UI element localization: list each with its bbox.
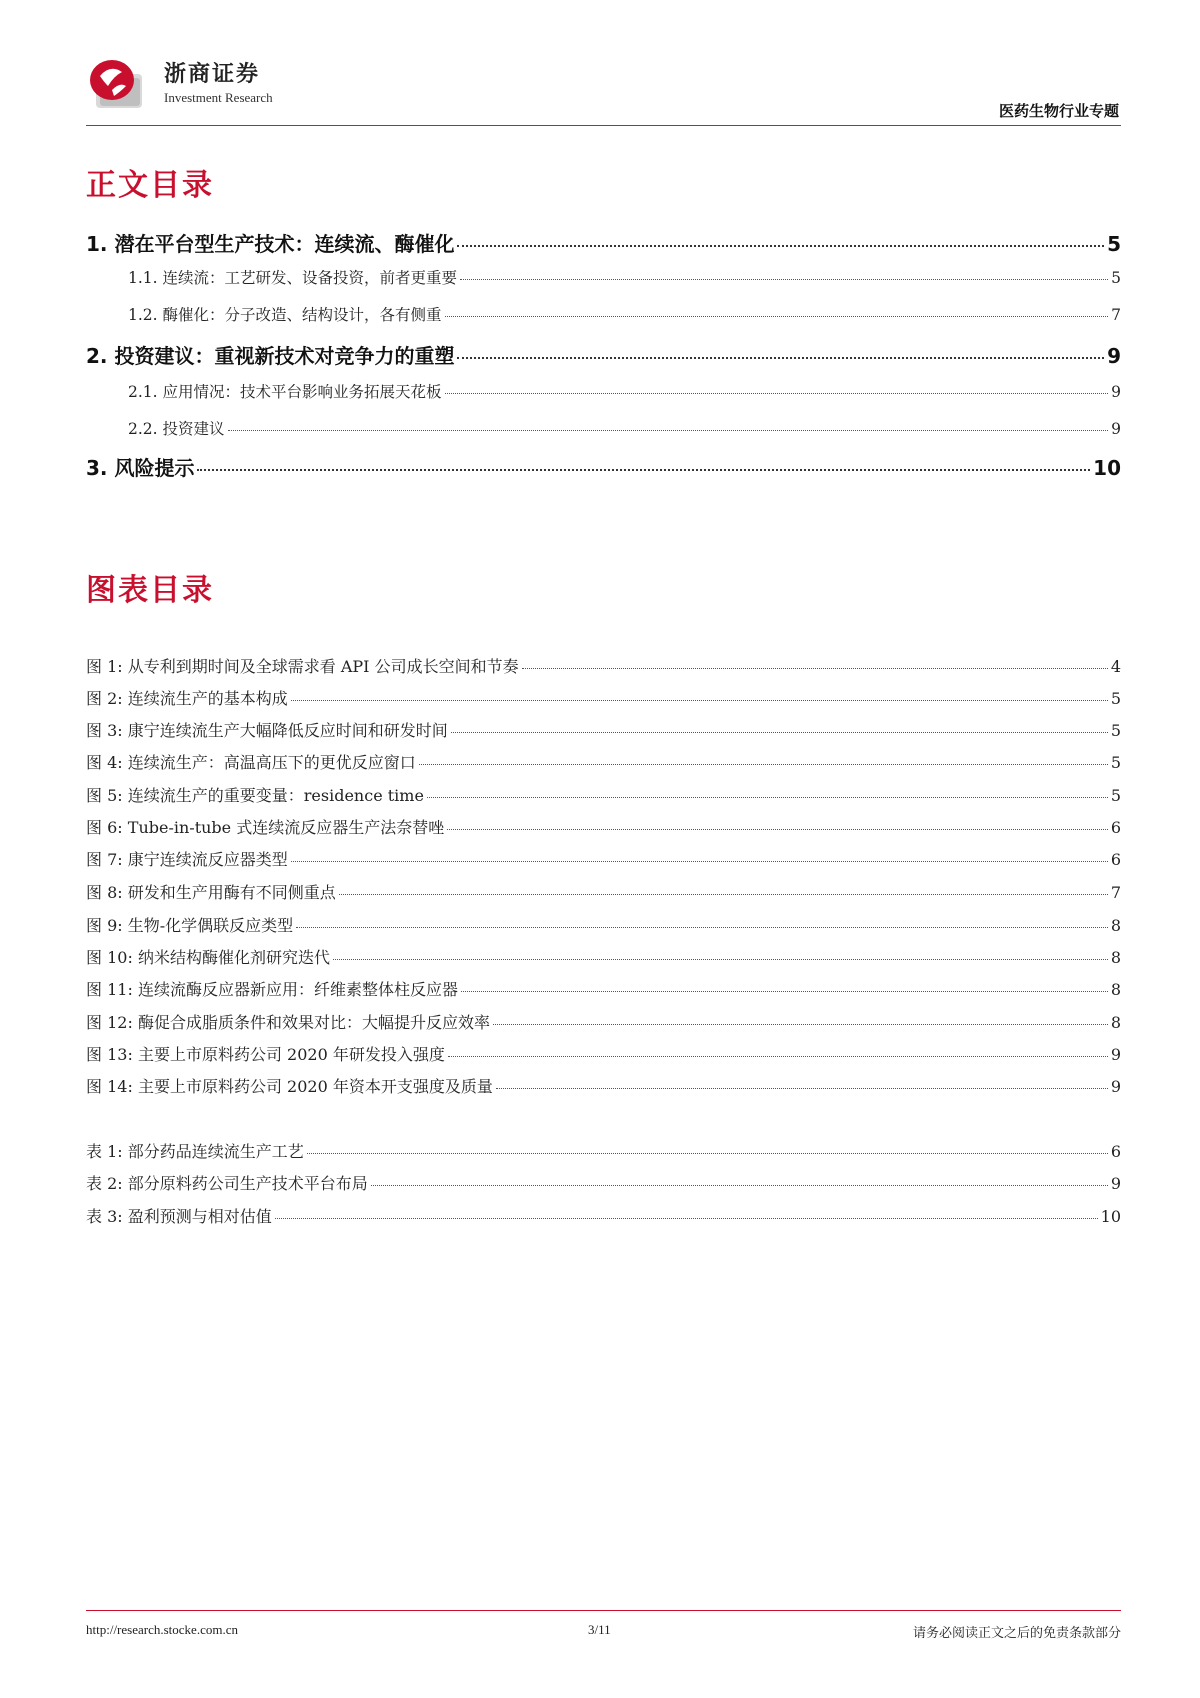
figure-label: 图 1:	[86, 657, 123, 676]
figure-item[interactable]	[86, 654, 1121, 677]
figure-page: 8	[1110, 916, 1121, 935]
figure-item[interactable]	[86, 880, 1121, 903]
figure-item[interactable]	[86, 718, 1121, 741]
figure-label: 图 8:	[86, 883, 123, 902]
figure-item[interactable]	[86, 1074, 1121, 1097]
figure-item[interactable]	[86, 783, 1121, 806]
toc-item-page: 7	[1111, 306, 1121, 324]
figure-label: 图 13:	[86, 1045, 133, 1064]
toc-item-page: 9	[1111, 383, 1121, 401]
leader-dots	[460, 279, 1108, 280]
figure-page: 5	[1110, 753, 1121, 772]
leader-dots	[291, 861, 1108, 862]
toc-item[interactable]	[128, 417, 1121, 439]
leader-dots	[275, 1218, 1098, 1219]
brand-name-cn: 浙商证券	[164, 62, 261, 87]
figure-text: 连续流酶反应器新应用：纤维素整体柱反应器	[137, 980, 458, 999]
toc-item-page: 9	[1111, 420, 1121, 438]
figure-label: 图 3:	[86, 721, 123, 740]
report-type: 医药生物行业专题	[998, 102, 1119, 120]
figure-page: 5	[1110, 689, 1121, 708]
table-page: 10	[1100, 1207, 1121, 1226]
figure-label: 图 2:	[86, 689, 123, 708]
table-item[interactable]	[86, 1204, 1121, 1227]
figure-page: 4	[1110, 657, 1121, 676]
page-number: 3/11	[588, 1622, 611, 1637]
figure-text: 连续流生产的重要变量：residence time	[127, 786, 424, 805]
toc-item-label: 1. 潜在平台型生产技术：连续流、酶催化	[86, 232, 455, 256]
toc-item-page: 9	[1107, 344, 1121, 368]
figure-page: 8	[1110, 1013, 1121, 1032]
figure-item[interactable]	[86, 686, 1121, 709]
figure-item[interactable]	[86, 815, 1121, 838]
figure-item[interactable]	[86, 1042, 1121, 1065]
leader-dots	[228, 430, 1109, 431]
leader-dots	[445, 316, 1109, 317]
toc-item-page: 10	[1093, 456, 1121, 480]
toc-item[interactable]	[86, 452, 1121, 481]
leader-dots	[419, 764, 1108, 765]
leader-dots	[307, 1153, 1108, 1154]
toc-item-label: 2.1. 应用情况：技术平台影响业务拓展天花板	[128, 383, 442, 401]
footer-divider	[86, 1610, 1121, 1611]
leader-dots	[291, 700, 1108, 701]
figure-page: 7	[1110, 883, 1121, 902]
leader-dots	[461, 991, 1108, 992]
figures-title: 图表目录	[86, 573, 214, 608]
figure-page: 6	[1110, 818, 1121, 837]
toc-item-label: 3. 风险提示	[86, 456, 195, 480]
figure-label: 图 4:	[86, 753, 123, 772]
toc-item[interactable]	[86, 228, 1121, 257]
figure-label: 图 12:	[86, 1013, 133, 1032]
table-label: 表 2:	[86, 1174, 123, 1193]
figure-text: 纳米结构酶催化剂研究迭代	[137, 948, 330, 967]
figure-text: Tube-in-tube 式连续流反应器生产法奈替唑	[127, 818, 445, 837]
footer-disclaimer: 请务必阅读正文之后的免责条款部分	[912, 1626, 1121, 1641]
figure-item[interactable]	[86, 847, 1121, 870]
figure-item[interactable]	[86, 945, 1121, 968]
figure-item[interactable]	[86, 750, 1121, 773]
figure-page: 9	[1110, 1045, 1121, 1064]
figure-page: 9	[1110, 1077, 1121, 1096]
toc-title: 正文目录	[86, 168, 214, 203]
leader-dots	[451, 732, 1108, 733]
table-page: 9	[1110, 1174, 1121, 1193]
figure-label: 图 11:	[86, 980, 133, 999]
figure-page: 5	[1110, 721, 1121, 740]
figure-page: 5	[1110, 786, 1121, 805]
zheshang-logo-icon	[86, 56, 146, 112]
figure-text: 连续流生产：高温高压下的更优反应窗口	[127, 753, 416, 772]
figure-label: 图 9:	[86, 916, 123, 935]
leader-dots	[371, 1185, 1108, 1186]
figure-item[interactable]	[86, 977, 1121, 1000]
toc-item-label: 1.1. 连续流：工艺研发、设备投资，前者更重要	[128, 269, 458, 287]
toc-item-label: 2. 投资建议：重视新技术对竞争力的重塑	[86, 344, 455, 368]
page-header	[86, 56, 1121, 126]
leader-dots	[457, 357, 1104, 359]
leader-dots	[447, 829, 1108, 830]
toc-item[interactable]	[86, 340, 1121, 369]
leader-dots	[496, 1088, 1108, 1089]
leader-dots	[427, 797, 1108, 798]
toc-item-label: 1.2. 酶催化：分子改造、结构设计，各有侧重	[128, 306, 442, 324]
table-label: 表 1:	[86, 1142, 123, 1161]
leader-dots	[296, 927, 1108, 928]
table-text: 盈利预测与相对估值	[127, 1207, 272, 1226]
toc-item-label: 2.2. 投资建议	[128, 420, 225, 438]
figure-text: 酶促合成脂质条件和效果对比：大幅提升反应效率	[137, 1013, 490, 1032]
figure-page: 8	[1110, 980, 1121, 999]
brand-name-en: Investment Research	[164, 90, 273, 105]
table-item[interactable]	[86, 1171, 1121, 1194]
header-divider	[86, 125, 1121, 126]
table-page: 6	[1110, 1142, 1121, 1161]
figure-label: 图 7:	[86, 850, 123, 869]
toc-item[interactable]	[128, 303, 1121, 325]
figure-text: 研发和生产用酶有不同侧重点	[127, 883, 336, 902]
leader-dots	[522, 668, 1108, 669]
figure-label: 图 10:	[86, 948, 133, 967]
toc-item[interactable]	[128, 380, 1121, 402]
figure-text: 康宁连续流生产大幅降低反应时间和研发时间	[127, 721, 448, 740]
leader-dots	[493, 1024, 1108, 1025]
table-text: 部分原料药公司生产技术平台布局	[127, 1174, 368, 1193]
leader-dots	[333, 959, 1108, 960]
figure-label: 图 5:	[86, 786, 123, 805]
figure-text: 连续流生产的基本构成	[127, 689, 288, 708]
table-text: 部分药品连续流生产工艺	[127, 1142, 304, 1161]
table-label: 表 3:	[86, 1207, 123, 1226]
figure-text: 主要上市原料药公司 2020 年资本开支强度及质量	[137, 1077, 493, 1096]
figure-label: 图 6:	[86, 818, 123, 837]
figure-item[interactable]	[86, 1010, 1121, 1033]
figure-label: 图 14:	[86, 1077, 133, 1096]
figure-page: 6	[1110, 850, 1121, 869]
toc-item[interactable]	[128, 266, 1121, 288]
figure-text: 主要上市原料药公司 2020 年研发投入强度	[137, 1045, 445, 1064]
leader-dots	[445, 393, 1109, 394]
figure-text: 从专利到期时间及全球需求看 API 公司成长空间和节奏	[127, 657, 519, 676]
leader-dots	[339, 894, 1108, 895]
toc-item-page: 5	[1111, 269, 1121, 287]
footer-url[interactable]: http://research.stocke.com.cn	[86, 1622, 238, 1637]
leader-dots	[448, 1056, 1108, 1057]
brand	[164, 62, 273, 106]
table-item[interactable]	[86, 1139, 1121, 1162]
figure-page: 8	[1110, 948, 1121, 967]
figure-text: 生物-化学偶联反应类型	[127, 916, 294, 935]
leader-dots	[197, 469, 1090, 471]
leader-dots	[457, 245, 1104, 247]
figure-text: 康宁连续流反应器类型	[127, 850, 288, 869]
figure-item[interactable]	[86, 913, 1121, 936]
toc-item-page: 5	[1107, 232, 1121, 256]
